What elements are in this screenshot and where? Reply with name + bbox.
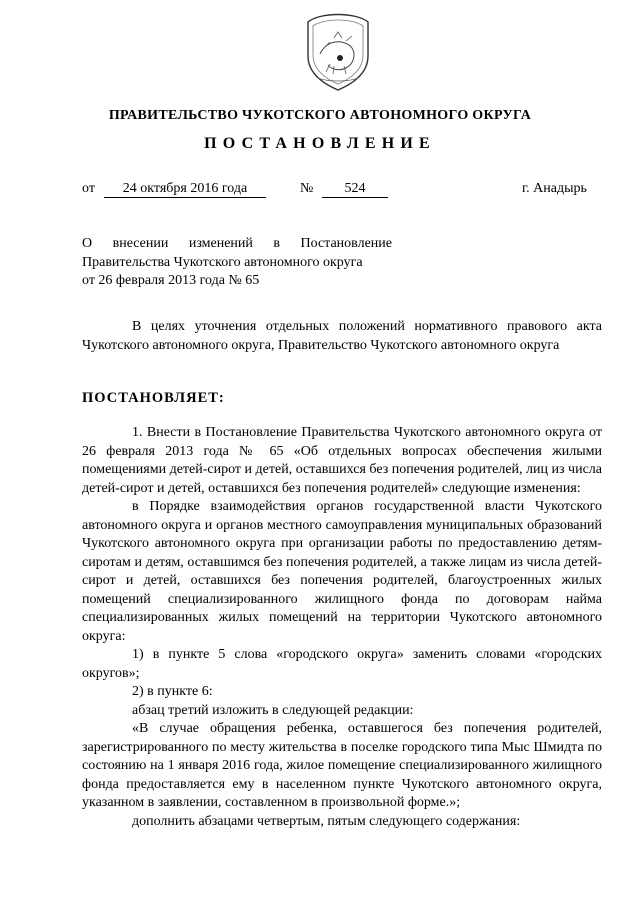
paragraph-1: 1. Внести в Постановление Правительства Чукотского автономного округа от 26 февраля 2013 года № 65 «Об отдельных вопросах обеспечения жилыми помещениями детей-сирот и детей, оставшихся без попечения родителей, лиц из числа детей-сирот и детей, оставшихся без попечения родителей» следующие изменения: bbox=[82, 425, 602, 496]
city: г. Анадырь bbox=[522, 181, 587, 196]
paragraph-3: 1) в пункте 5 слова «городского округа» заменить словами «городских округов»; bbox=[82, 647, 602, 681]
subject-line-3: от 26 февраля 2013 года № 65 bbox=[82, 273, 260, 288]
document-type-title: ПОСТАНОВЛЕНИЕ bbox=[204, 135, 436, 152]
coat-of-arms-emblem bbox=[300, 8, 376, 92]
date-prefix: от bbox=[82, 181, 95, 196]
government-name: ПРАВИТЕЛЬСТВО ЧУКОТСКОГО АВТОНОМНОГО ОКРУГА bbox=[108, 108, 532, 123]
paragraph-2: в Порядке взаимодействия органов государственной власти Чукотского автономного округа и органов местного самоуправления муниципальных образований Чукотского автономного округа при организации работы по предоставлению детям-сиротам и детям, оставшимся без попечения родителей, а также лицам из числа детей-сирот и детей, оставшихся без попечения родителей, благоустроенных жилых помещений специализированного жилищного фонда по договорам найма специализированных жилых помещений на территории Чукотского автономного округа: bbox=[82, 499, 602, 644]
subject-line-1: О внесении изменений в Постановление bbox=[82, 236, 392, 251]
number-value: 524 bbox=[322, 181, 388, 198]
subject-line-2: Правительства Чукотского автономного округа bbox=[82, 254, 363, 270]
document-number bbox=[322, 181, 388, 198]
body-text bbox=[82, 424, 602, 831]
paragraph-5: абзац третий изложить в следующей редакции: bbox=[132, 702, 414, 718]
preamble: В целях уточнения отдельных положений нормативного правового акта Чукотского автономного округа, Правительство Чукотского автономного округа bbox=[82, 319, 602, 353]
document-date bbox=[104, 181, 266, 198]
document-subject bbox=[82, 235, 392, 291]
paragraph-6: «В случае обращения ребенка, оставшегося без попечения родителей, зарегистрированного по месту жительства в поселке городского типа Мыс Шмидта по состоянию на 1 января 2016 года, жилое помещение специализированного жилищного фонда предоставляется ему в населенном пункте Чукотского автономного округа, указанном в заявлении, составленном в произвольной форме.»; bbox=[82, 721, 602, 810]
date-value: 24 октября 2016 года bbox=[104, 181, 266, 198]
resolves-heading: ПОСТАНОВЛЯЕТ: bbox=[82, 390, 225, 406]
number-sign: № bbox=[300, 181, 314, 196]
preamble-block bbox=[82, 318, 602, 355]
paragraph-7: дополнить абзацами четвертым, пятым следующего содержания: bbox=[132, 813, 521, 829]
paragraph-4: 2) в пункте 6: bbox=[132, 684, 213, 699]
